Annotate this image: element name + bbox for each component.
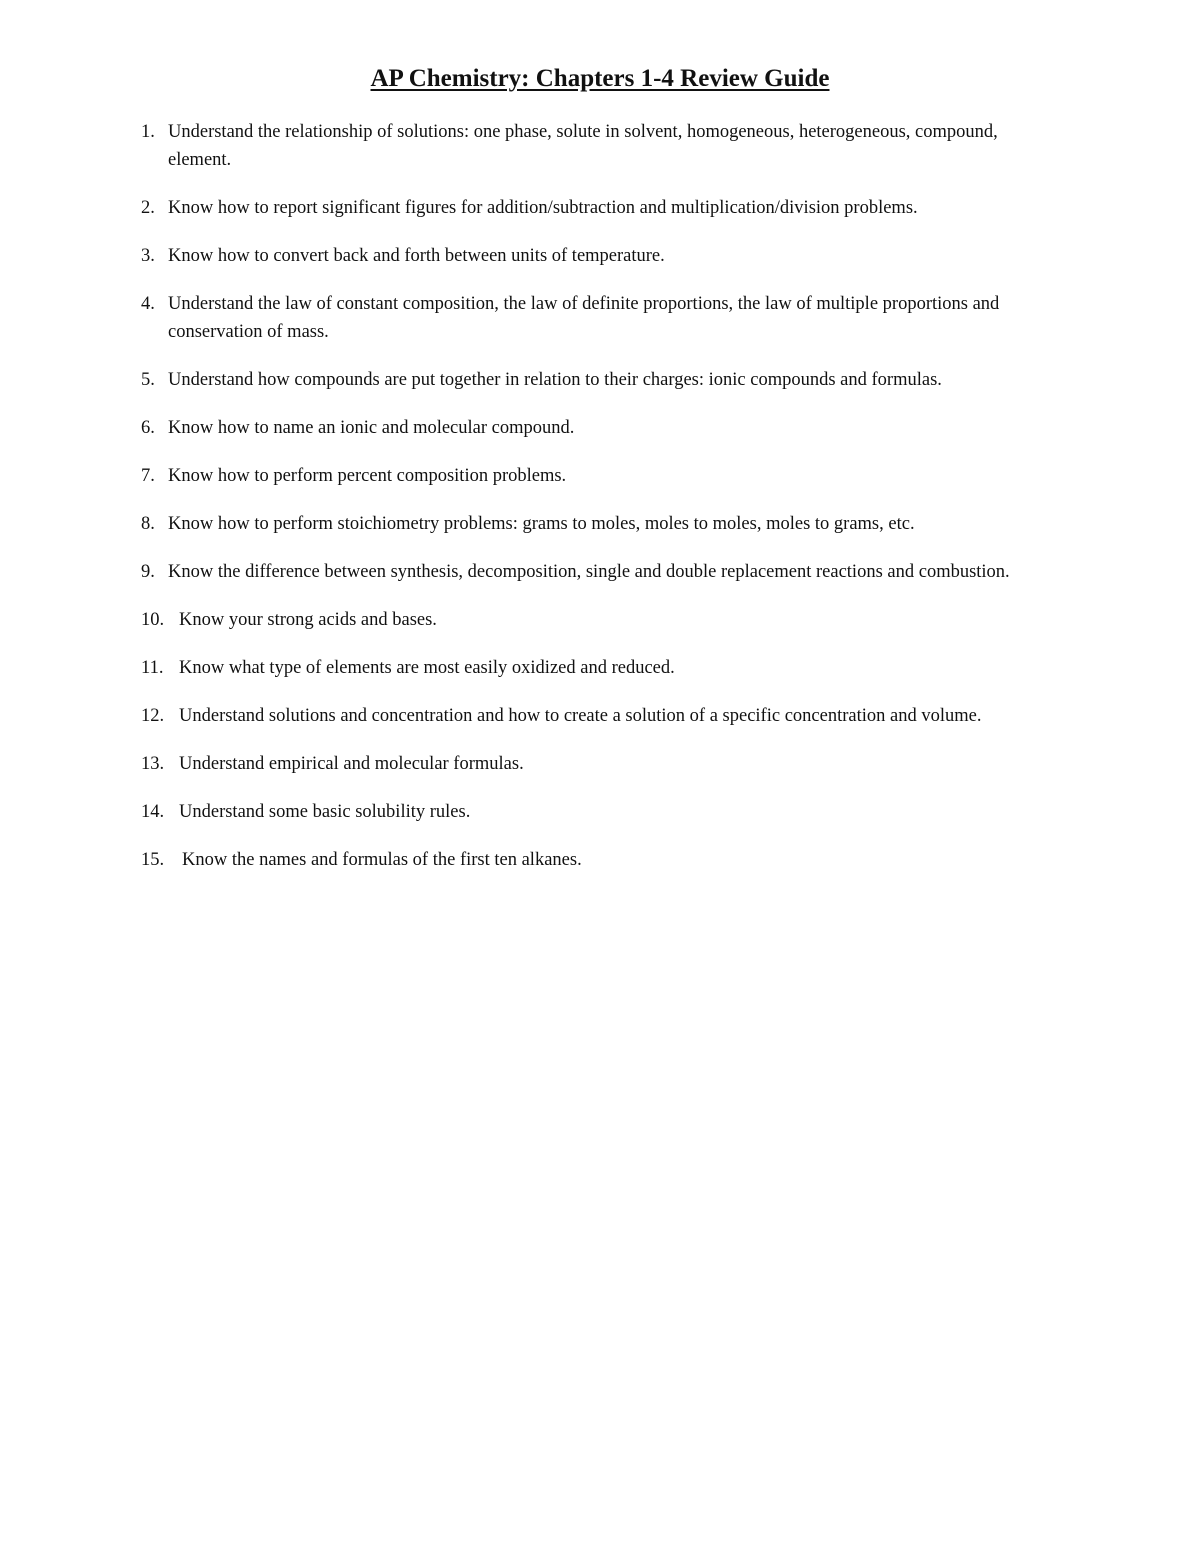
page-title: AP Chemistry: Chapters 1-4 Review Guide	[370, 65, 830, 92]
list-item	[138, 558, 1058, 586]
item-number: 13.	[141, 754, 165, 774]
item-number: 9.	[141, 562, 155, 582]
item-number: 11.	[141, 658, 164, 678]
item-text: Understand the relationship of solutions: one phase, solute in solvent, homogeneous, heterogeneous, compound, element.	[168, 122, 998, 170]
item-number: 3.	[141, 246, 155, 266]
list-item	[138, 606, 1058, 634]
item-number: 7.	[141, 466, 155, 486]
list-item	[138, 462, 1058, 490]
item-number: 8.	[141, 514, 155, 534]
item-text: Understand solutions and concentration and how to create a solution of a specific concentration and volume.	[179, 706, 982, 726]
list-item	[138, 750, 1058, 778]
item-number: 10.	[141, 610, 165, 630]
item-number: 5.	[141, 370, 155, 390]
item-text: Understand empirical and molecular formulas.	[179, 754, 524, 774]
list-item	[138, 846, 1058, 874]
list-item	[138, 118, 1058, 174]
item-text: Know how to report significant figures for addition/subtraction and multiplication/division problems.	[168, 198, 918, 218]
item-number: 6.	[141, 418, 155, 438]
item-text: Know what type of elements are most easily oxidized and reduced.	[179, 658, 675, 678]
item-text: Know the difference between synthesis, decomposition, single and double replacement reactions and combustion.	[168, 562, 1010, 582]
item-text: Know how to convert back and forth between units of temperature.	[168, 246, 665, 266]
item-number: 4.	[141, 294, 155, 314]
list-item	[138, 414, 1058, 442]
item-number: 14.	[141, 802, 165, 822]
list-item	[138, 510, 1058, 538]
item-text: Understand some basic solubility rules.	[179, 802, 471, 822]
list-item	[138, 290, 1058, 346]
item-text: Know your strong acids and bases.	[179, 610, 437, 630]
list-item	[138, 194, 1058, 222]
item-number: 2.	[141, 198, 155, 218]
item-text: Know the names and formulas of the first ten alkanes.	[182, 850, 582, 870]
item-text: Know how to name an ionic and molecular compound.	[168, 418, 575, 438]
item-text: Understand how compounds are put together in relation to their charges: ionic compounds and formulas.	[168, 370, 942, 390]
list-item	[138, 366, 1058, 394]
item-number: 12.	[141, 706, 165, 726]
item-text: Know how to perform percent composition problems.	[168, 466, 567, 486]
item-text: Understand the law of constant composition, the law of definite proportions, the law of multiple proportions and conservation of mass.	[168, 294, 1000, 342]
item-number: 15.	[141, 850, 165, 870]
item-number: 1.	[141, 122, 155, 142]
item-text: Know how to perform stoichiometry problems: grams to moles, moles to moles, moles to grams, etc.	[168, 514, 915, 534]
list-item	[138, 242, 1058, 270]
list-item	[138, 654, 1058, 682]
review-list	[138, 118, 1058, 894]
list-item	[138, 702, 1058, 730]
list-item	[138, 798, 1058, 826]
